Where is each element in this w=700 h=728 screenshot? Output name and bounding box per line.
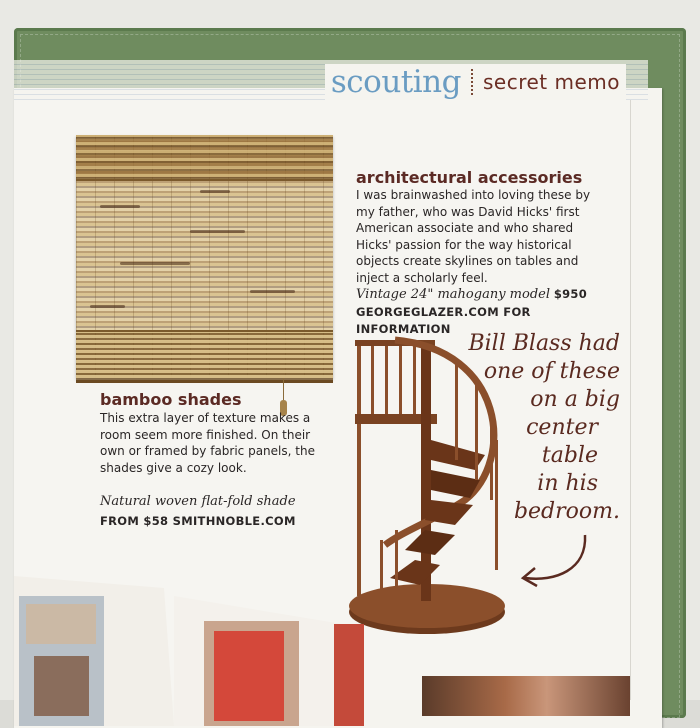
bamboo-shade-fold xyxy=(76,330,333,383)
architectural-product: Vintage 24" mahogany model xyxy=(356,287,550,302)
shade-streak xyxy=(120,262,190,265)
shade-streak xyxy=(190,230,245,233)
architectural-description: I was brainwashed into loving these by my father, who was David Hicks' first American associate and who shared Hicks' passion for the way historical objects create skylines on tables and inject a scholarly feel. xyxy=(356,188,591,285)
architectural-source: GEORGEGLAZER.COM FOR INFORMATION xyxy=(356,305,531,336)
open-book-image xyxy=(14,566,364,726)
bottom-photo xyxy=(422,676,630,716)
architectural-heading: architectural accessories xyxy=(356,168,583,187)
section-header xyxy=(325,64,626,100)
handwritten-note xyxy=(440,330,620,526)
shade-streak xyxy=(250,290,295,293)
bamboo-description: This extra layer of texture makes a room seem more finished. On their own or framed by fabric panels, the shades give a cozy look. xyxy=(100,411,315,475)
section-subtitle: secret memo xyxy=(482,70,620,94)
bamboo-product: Natural woven flat-fold shade xyxy=(100,494,296,509)
shade-streak xyxy=(90,305,125,308)
arrow-icon xyxy=(515,530,595,590)
shade-streak xyxy=(100,205,140,208)
note-line: in his xyxy=(537,471,598,496)
header-divider xyxy=(471,69,473,95)
bamboo-shade-header xyxy=(76,135,333,181)
note-line: Bill Blass had xyxy=(468,331,620,356)
section-title: scouting xyxy=(330,64,461,100)
note-line: center xyxy=(526,415,598,440)
bamboo-heading: bamboo shades xyxy=(100,390,242,409)
note-line: table xyxy=(541,443,598,468)
architectural-price: $950 xyxy=(553,287,588,301)
bamboo-price: FROM $58 SMITHNOBLE.COM xyxy=(100,514,296,528)
note-line: on a big xyxy=(530,387,620,412)
note-line: one of these xyxy=(483,359,620,384)
architectural-product-line xyxy=(356,286,616,304)
note-line: bedroom. xyxy=(513,499,620,524)
shade-streak xyxy=(200,190,230,193)
